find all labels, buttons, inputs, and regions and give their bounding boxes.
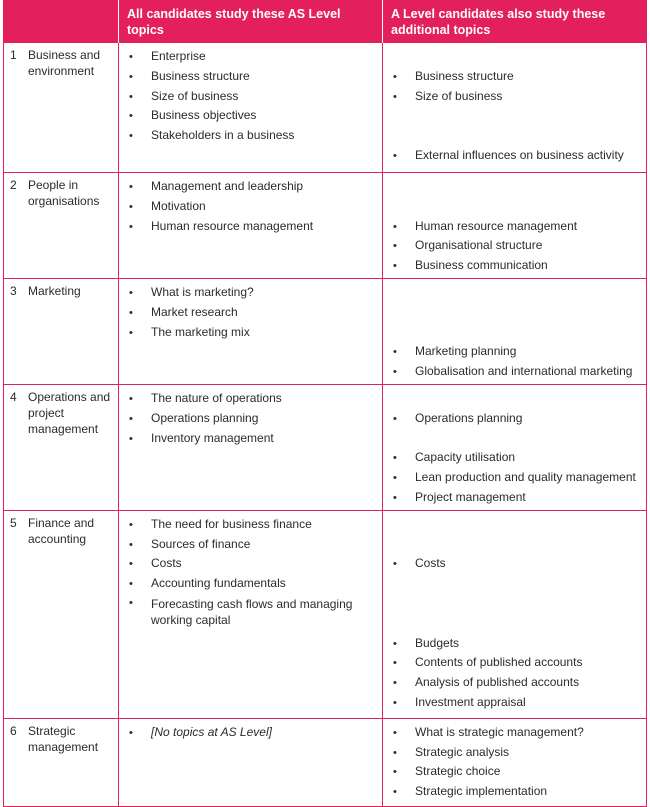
bullet-icon: • [129,538,133,551]
bullet-icon: • [129,220,133,233]
topic-number: 6 [10,723,17,738]
bullet-icon: • [129,90,133,103]
bullet-icon: • [129,432,133,445]
as-topic-item [125,87,376,107]
bullet-icon: • [393,491,397,504]
list-item-text: Sources of finance [151,536,251,551]
topic-cell [4,718,119,806]
topic-name: Operations and project management [28,389,111,436]
bullet-icon: • [393,452,397,465]
a-topic-item [389,743,640,763]
a-topic-item [389,673,640,693]
list-spacer [389,177,640,197]
bullet-icon: • [393,260,397,273]
topic-name: People in organisations [28,178,100,208]
topic-number: 3 [10,283,17,298]
list-item-text: Size of business [415,88,503,103]
as-level-cell [119,384,383,510]
list-item-text: Strategic analysis [415,744,510,759]
topic-name: Strategic management [28,723,99,754]
list-spacer [389,126,640,146]
a-topic-item [389,488,640,508]
as-topic-item [125,67,376,87]
list-item-text: What is strategic management? [415,724,584,739]
as-level-cell [119,278,383,384]
a-level-cell [383,43,647,173]
as-topic-item [125,106,376,126]
a-level-cell [383,173,647,279]
as-topic-item [125,126,376,146]
as-topic-item [125,303,376,323]
list-item-text: Business structure [415,68,514,83]
list-item-text: Capacity utilisation [415,450,516,465]
bullet-icon: • [129,286,133,299]
list-item-text: Motivation [151,198,206,213]
bullet-list [125,723,376,743]
as-topic-item [125,594,376,630]
list-item-text: Inventory management [151,430,274,445]
a-topic-item [389,362,640,382]
bullet-icon: • [129,51,133,63]
bullet-list [389,723,640,802]
topic-number: 1 [10,48,17,62]
a-topic-item [389,634,640,654]
a-topic-item [389,146,640,166]
list-item-text: Business structure [151,68,250,83]
bullet-icon: • [129,596,133,609]
list-item-text: External influences on business activity [415,147,624,162]
bullet-icon: • [129,130,133,143]
topic-name: Marketing [28,283,81,298]
topic-name: Business and environment [28,48,101,78]
bullet-icon: • [393,220,397,233]
a-topic-item [389,554,640,574]
list-item-text: Market research [151,304,238,319]
list-item-text: Analysis of published accounts [415,675,580,690]
list-item-text: Globalisation and international marketing [415,364,633,379]
bullet-icon: • [129,200,133,213]
bullet-list [389,283,640,382]
a-topic-item [389,256,640,276]
topic-label [10,283,112,299]
list-item-text: The nature of operations [151,390,282,405]
topic-cell [4,278,119,384]
list-item-text: Strategic implementation [415,784,548,799]
table-row [4,173,647,279]
list-spacer [389,303,640,323]
a-topic-item [389,723,640,743]
topic-label [10,515,112,547]
bullet-icon: • [393,786,397,799]
table-row [4,43,647,173]
list-item-text: Enterprise [151,49,206,63]
bullet-icon: • [393,346,397,359]
list-spacer [389,47,640,67]
a-topic-item [389,217,640,237]
table-header-row [4,0,647,43]
bullet-icon: • [393,726,397,739]
list-item-text: Contents of published accounts [415,655,583,670]
bullet-icon: • [129,326,133,339]
as-topic-item [125,429,376,449]
list-item-text: Costs [415,556,446,571]
list-item-text: Size of business [151,88,239,103]
bullet-icon: • [393,637,397,650]
as-level-cell [119,718,383,806]
bullet-list [125,47,376,146]
as-topic-item [125,515,376,535]
list-item-text: Management and leadership [151,179,304,193]
topic-cell [4,43,119,173]
as-topic-item [125,47,376,67]
bullet-icon: • [129,306,133,319]
table-row [4,278,647,384]
topic-cell [4,384,119,510]
bullet-icon: • [393,696,397,709]
list-spacer [389,389,640,409]
topic-label [10,723,112,755]
list-item-text: Organisational structure [415,238,543,253]
bullet-icon: • [393,558,397,571]
bullet-icon: • [129,181,133,193]
list-spacer [389,429,640,449]
header-topic-col [4,0,119,43]
bullet-list [389,389,640,508]
table-row [4,718,647,806]
list-item-text: [No topics at AS Level] [151,724,272,739]
list-item-text: Project management [415,489,526,504]
a-topic-item [389,782,640,802]
list-item-text: Human resource management [151,218,314,233]
bullet-list [125,515,376,630]
list-item-text: What is marketing? [151,284,254,299]
table-row [4,510,647,718]
bullet-icon: • [129,578,133,591]
a-topic-item [389,468,640,488]
bullet-icon: • [393,472,397,485]
as-topic-item [125,554,376,574]
list-item-text: Lean production and quality management [415,470,636,485]
topic-number: 2 [10,178,17,192]
topic-cell [4,510,119,718]
bullet-icon: • [129,392,133,405]
bullet-icon: • [129,518,133,531]
list-spacer [389,197,640,217]
a-topic-item [389,87,640,107]
list-item-text: The need for business finance [151,516,312,531]
as-level-cell [119,510,383,718]
bullet-list [389,515,640,713]
a-topic-item [389,409,640,429]
topic-number: 5 [10,515,17,530]
list-spacer [389,614,640,634]
topic-label [10,177,112,209]
list-item-text: The marketing mix [151,324,250,339]
bullet-icon: • [393,366,397,379]
bullet-icon: • [393,90,397,103]
list-item-text: Strategic choice [415,764,501,779]
bullet-icon: • [129,70,133,83]
as-topic-item [125,177,376,197]
a-topic-item [389,653,640,673]
as-topic-item [125,283,376,303]
a-topic-item [389,67,640,87]
syllabus-table [3,0,647,807]
bullet-icon: • [393,412,397,425]
as-topic-item [125,323,376,343]
table-row [4,384,647,510]
topic-label [10,389,112,437]
header-as-level-col: All candidates study these AS Level topics [119,0,383,43]
header-a-level-col: A Level candidates also study these additional topics [383,0,647,43]
as-topic-item [125,409,376,429]
a-topic-item [389,448,640,468]
list-item-text: Investment appraisal [415,694,526,709]
a-level-cell [383,384,647,510]
list-item-text: Business objectives [151,108,257,123]
a-level-cell [383,510,647,718]
list-spacer [389,535,640,555]
table-body [4,43,647,807]
a-topic-item [389,762,640,782]
a-topic-item [389,236,640,256]
bullet-list [125,389,376,448]
as-level-cell [119,173,383,279]
as-topic-item [125,574,376,594]
list-item-text: Stakeholders in a business [151,128,295,143]
a-level-cell [383,718,647,806]
bullet-icon: • [393,657,397,670]
bullet-icon: • [393,766,397,779]
list-item-text: Marketing planning [415,344,517,359]
topic-number: 4 [10,389,17,404]
list-item-text: Business communication [415,258,548,273]
as-topic-item [125,389,376,409]
list-spacer [389,515,640,535]
topic-name: Finance and accounting [28,515,95,546]
a-topic-item [389,342,640,362]
as-topic-item [125,723,376,743]
bullet-list [389,47,640,166]
list-item-text: Accounting fundamentals [151,576,286,591]
topic-label [10,47,112,79]
bullet-icon: • [393,677,397,690]
as-topic-item [125,217,376,237]
list-item-text: Operations planning [151,410,259,425]
bullet-icon: • [129,558,133,571]
list-item-text: Human resource management [415,218,578,233]
bullet-icon: • [393,746,397,759]
bullet-list [389,177,640,276]
bullet-icon: • [393,70,397,83]
list-spacer [389,594,640,614]
topic-cell [4,173,119,279]
bullet-icon: • [393,240,397,253]
bullet-list [125,177,376,236]
list-item-text: Costs [151,556,182,571]
as-level-cell [119,43,383,173]
bullet-icon: • [129,726,133,739]
bullet-list [125,283,376,342]
list-spacer [389,323,640,343]
list-spacer [389,106,640,126]
bullet-icon: • [129,110,133,123]
bullet-icon: • [393,149,397,162]
a-level-cell [383,278,647,384]
list-spacer [389,283,640,303]
as-topic-item [125,197,376,217]
list-item-text: Budgets [415,635,460,650]
list-item-text: Operations planning [415,410,523,425]
list-spacer [389,574,640,594]
a-topic-item [389,693,640,713]
list-item-text: Forecasting cash flows and managing working capital [151,596,353,627]
as-topic-item [125,535,376,555]
bullet-icon: • [129,412,133,425]
